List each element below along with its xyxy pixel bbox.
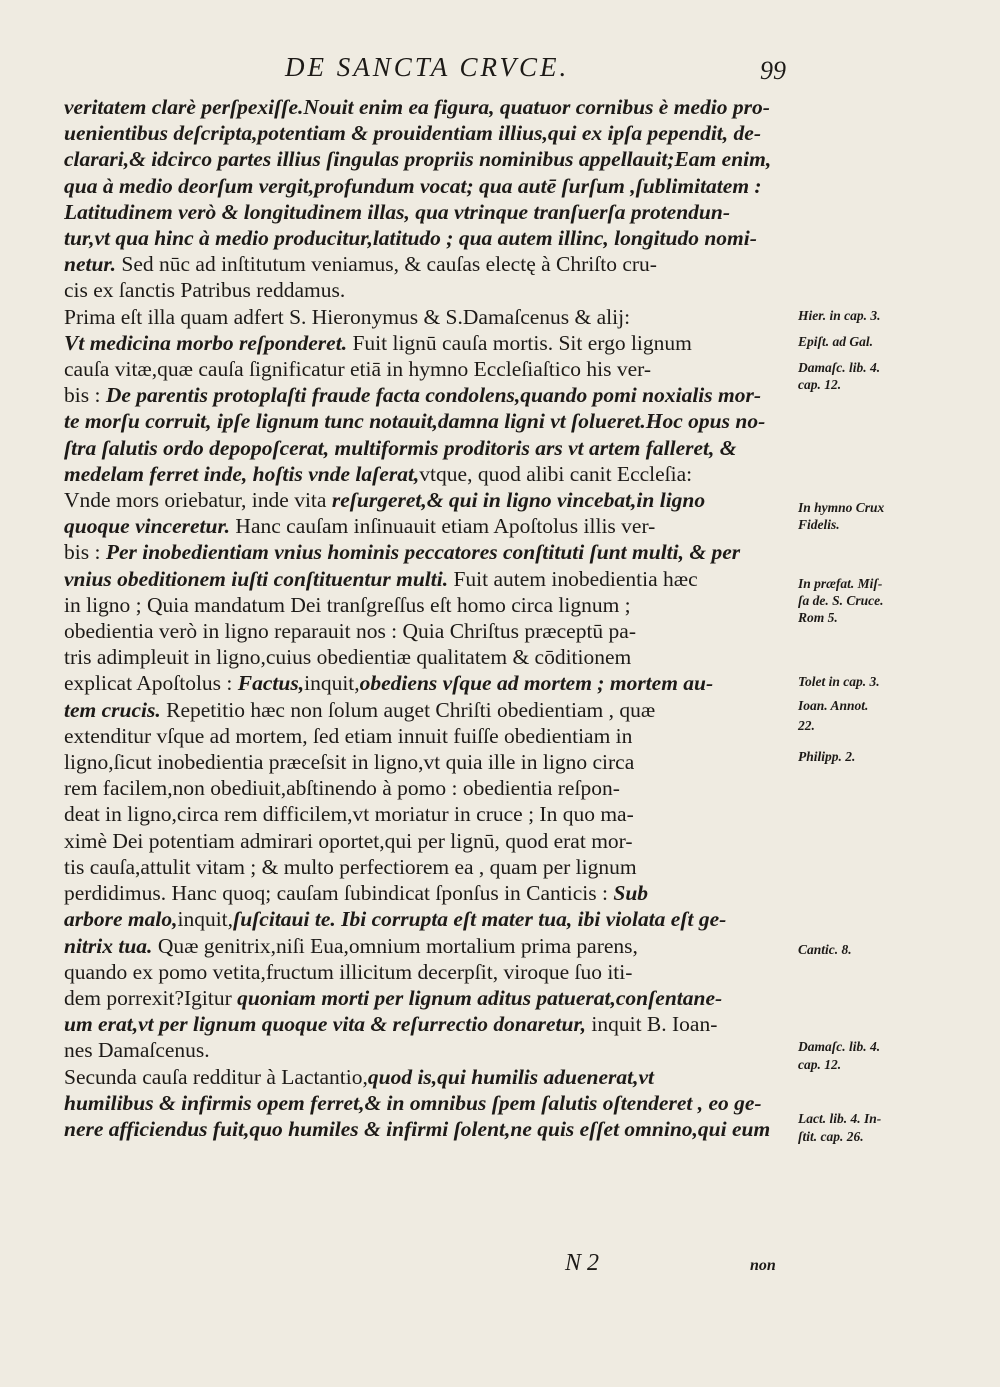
- margin-note: Damaſc. lib. 4.: [798, 360, 881, 375]
- margin-note: ſtit. cap. 26.: [798, 1128, 864, 1144]
- text-line: [64, 356, 792, 382]
- roman-text: Hanc cauſam inſinuauit etiam Apoſtolus illis ver-: [230, 514, 656, 539]
- italic-quotation: quod is,qui humilis aduenerat,vt: [367, 1064, 654, 1089]
- margin-note: Rom 5.: [798, 610, 838, 626]
- roman-text: Sed nūc ad inſtitutum veniamus, & cauſas electę à Chriſto cru-: [116, 252, 657, 277]
- text-line: [64, 94, 792, 120]
- margin-note: Tolet in cap. 3.: [798, 674, 880, 690]
- text-line: [64, 828, 792, 854]
- italic-quotation: medelam ferret inde, hoſtis vnde laſerat,: [64, 461, 420, 486]
- text-line: [64, 251, 792, 277]
- roman-text: tris adimpleuit in ligno,cuius obedientiæ qualitatem & cōditionem: [64, 645, 632, 670]
- text-line: [64, 1064, 792, 1090]
- text-line: [64, 854, 792, 880]
- italic-quotation: uenientibus deſcripta,potentiam & prouidentiam illius,qui ex ipſa pependit, de-: [64, 121, 761, 146]
- italic-quotation: Vt medicina morbo reſponderet.: [64, 330, 348, 355]
- italic-quotation: qua à medio deorſum vergit,profundum vocat; qua autē ſurſum ,ſublimitatem :: [64, 173, 762, 198]
- text-line: [64, 959, 792, 985]
- text-line: [64, 592, 792, 618]
- text-line: [64, 906, 792, 932]
- text-line: [64, 880, 792, 906]
- roman-text: perdidimus. Hanc quoq; cauſam ſubindicat ſponſus in Canticis :: [64, 881, 614, 906]
- italic-quotation: veritatem clarè perſpexiſſe.Nouit enim ea figura, quatuor cornibus è medio pro-: [64, 95, 770, 119]
- text-line: [64, 435, 792, 461]
- margin-note: In præfat. Miſ-: [798, 576, 883, 592]
- italic-quotation: vnius obeditionem iuſti conſtituentur multi.: [64, 566, 449, 591]
- italic-quotation: reſurgeret,& qui in ligno vincebat,in ligno: [331, 488, 706, 513]
- italic-quotation: ſuſcitaui te. Ibi corrupta eſt mater tua, ibi violata eſt ge-: [233, 907, 727, 932]
- roman-text: in ligno ; Quia mandatum Dei tranſgreſſus eſt homo circa lignum ;: [64, 592, 631, 617]
- margin-note: Ioan. Annot.: [798, 697, 869, 713]
- italic-quotation: Factus,: [237, 671, 305, 696]
- text-line: [64, 670, 792, 696]
- text-line: [64, 199, 792, 225]
- roman-text: Vnde mors oriebatur, inde vita: [64, 488, 332, 513]
- page-number: 99: [760, 56, 786, 85]
- text-line: [64, 723, 792, 749]
- italic-quotation: tem crucis.: [64, 697, 161, 722]
- italic-quotation: ſtra ſalutis ordo depopoſcerat, multiformis proditoris ars vt artem falleret, &: [64, 435, 737, 460]
- roman-text: Fuit autem inobedientia hæc: [448, 566, 698, 591]
- italic-quotation: netur.: [64, 252, 116, 277]
- margin-note: Cantic. 8.: [798, 941, 852, 957]
- roman-text: deat in ligno,circa rem difficilem,vt moriatur in cruce ; In quo ma-: [64, 802, 634, 827]
- italic-quotation: obediens vſque ad mortem ; mortem au-: [359, 671, 714, 696]
- roman-text: explicat Apoſtolus :: [64, 671, 238, 696]
- margin-note: cap. 12.: [798, 1056, 842, 1072]
- italic-quotation: tur,vt qua hinc à medio producitur,latitudo ; qua autem illinc, longitudo nomi-: [64, 226, 757, 251]
- italic-quotation: te morſu corruit, ipſe lignum tunc notauit,damna ligni vt ſolueret.Hoc opus no-: [64, 409, 766, 434]
- text-line: [64, 539, 792, 565]
- text-line: [64, 985, 792, 1011]
- text-line: [64, 487, 792, 513]
- roman-text: obedientia verò in ligno reparauit nos : Quia Chriſtus præceptū pa-: [64, 619, 636, 644]
- italic-quotation: quoniam morti per lignum aditus patuerat,conſentane-: [237, 985, 723, 1010]
- italic-quotation: nere afficiendus fuit,quo humiles & infirmi ſolent,ne quis eſſet omnino,qui eum: [64, 1116, 771, 1141]
- text-line: [64, 382, 792, 408]
- italic-quotation: Sub: [613, 881, 649, 906]
- text-line: [64, 775, 792, 801]
- margin-note: Philipp. 2.: [798, 749, 856, 765]
- roman-text: dem porrexit?Igitur: [64, 985, 238, 1010]
- margin-note: cap. 12.: [798, 377, 842, 393]
- running-head: DE SANCTA CRVCE.: [285, 52, 570, 82]
- roman-text: inquit,: [304, 671, 360, 696]
- text-line: [64, 173, 792, 199]
- text-line: [64, 933, 792, 959]
- text-line: [64, 566, 792, 592]
- roman-text: quando ex pomo vetita,fructum illicitum decerpſit, viroque ſuo iti-: [64, 959, 633, 984]
- roman-text: bis :: [64, 540, 106, 565]
- margin-note: ſa de. S. Cruce.: [798, 593, 884, 609]
- catchword: non: [750, 1257, 776, 1274]
- roman-text: Quæ genitrix,niſi Eua,omnium mortalium prima parens,: [152, 933, 638, 958]
- roman-text: cis ex ſanctis Patribus reddamus.: [64, 278, 346, 303]
- text-line: [64, 618, 792, 644]
- text-line: [64, 801, 792, 827]
- roman-text: ximè Dei potentiam admirari oportet,qui per lignū, quod erat mor-: [64, 828, 633, 853]
- italic-quotation: clarari,& idcirco partes illius ſingulas propriis nominibus appellauit;Eam enim,: [64, 147, 772, 172]
- roman-text: ligno,ſicut inobedientia præceſsit in ligno,vt quia ille in ligno circa: [64, 750, 635, 775]
- margin-note: Lact. lib. 4. In-: [798, 1110, 882, 1126]
- margin-note: In hymno Crux: [798, 500, 885, 516]
- roman-text: inquit B. Ioan-: [586, 1012, 718, 1037]
- text-line: [64, 697, 792, 723]
- roman-text: tis cauſa,attulit vitam ; & multo perfectiorem ea , quam per lignum: [64, 854, 637, 879]
- italic-quotation: um erat,vt per lignum quoque vita & reſurrectio donaretur,: [64, 1012, 587, 1037]
- text-line: [64, 1011, 792, 1037]
- roman-text: nes Damaſcenus.: [64, 1038, 210, 1063]
- italic-quotation: humilibus & infirmis opem ferret,& in omnibus ſpem ſalutis oſtenderet , eo ge-: [64, 1090, 762, 1115]
- text-line: [64, 749, 792, 775]
- text-line: [64, 304, 792, 330]
- text-line: [64, 644, 792, 670]
- margin-note: Epiſt. ad Gal.: [798, 333, 874, 349]
- margin-note: Hier. in cap. 3.: [798, 307, 881, 323]
- roman-text: Prima eſt illa quam adfert S. Hieronymus & S.Damaſcenus & alij:: [64, 304, 631, 329]
- italic-quotation: nitrix tua.: [64, 933, 153, 958]
- italic-quotation: Per inobedientiam vnius hominis peccatores conſtituti ſunt multi, & per: [105, 540, 741, 565]
- text-line: [64, 1090, 792, 1116]
- signature-mark: N 2: [565, 1250, 600, 1276]
- body-text: [64, 94, 792, 1142]
- roman-text: Repetitio hæc non ſolum auget Chriſti obedientiam , quæ: [160, 697, 656, 722]
- text-line: [64, 330, 792, 356]
- text-line: [64, 513, 792, 539]
- roman-text: Secunda cauſa redditur à Lactantio,: [64, 1064, 368, 1089]
- text-line: [64, 146, 792, 172]
- roman-text: rem facilem,non obediuit,abſtinendo à pomo : obedientia reſpon-: [64, 776, 620, 801]
- italic-quotation: quoque vinceretur.: [64, 514, 231, 539]
- roman-text: vtque, quod alibi canit Eccleſia:: [419, 461, 693, 486]
- text-line: [64, 225, 792, 251]
- italic-quotation: arbore malo,: [64, 907, 178, 932]
- text-line: [64, 408, 792, 434]
- roman-text: bis :: [64, 383, 106, 408]
- roman-text: inquit,: [177, 907, 234, 932]
- text-line: [64, 277, 792, 303]
- text-line: [64, 461, 792, 487]
- roman-text: Fuit lignū cauſa mortis. Sit ergo lignum: [347, 330, 692, 355]
- roman-text: cauſa vitæ,quæ cauſa ſignificatur etiā in hymno Eccleſiaſtico his ver-: [64, 357, 652, 382]
- text-line: [64, 1037, 792, 1063]
- text-line: [64, 1116, 792, 1142]
- margin-note: Fidelis.: [798, 517, 840, 533]
- roman-text: extenditur vſque ad mortem, ſed etiam innuit fuiſſe obedientiam in: [64, 723, 633, 748]
- italic-quotation: Latitudinem verò & longitudinem illas, qua vtrinque tranſuerſa protendun-: [64, 199, 730, 224]
- text-line: [64, 120, 792, 146]
- margin-note: 22.: [798, 717, 815, 733]
- margin-note: Damaſc. lib. 4.: [798, 1038, 881, 1054]
- italic-quotation: De parentis protoplaſti fraude facta condolens,quando pomi noxialis mor-: [105, 383, 762, 408]
